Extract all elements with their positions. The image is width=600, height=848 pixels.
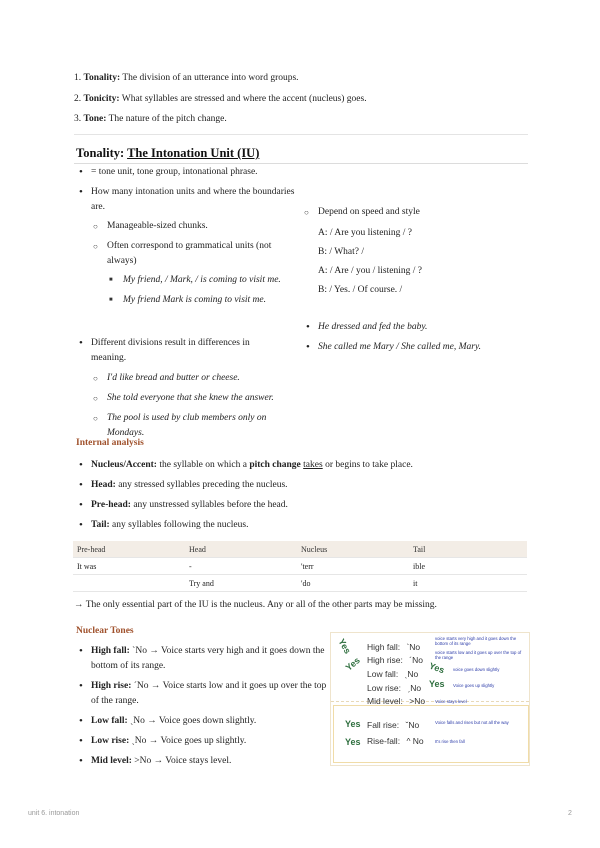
list-item: • Nucleus/Accent: the syllable on which a pitch change takes or begins to take place. [76, 458, 526, 473]
list-item: • High fall: `No → Voice starts very high and it goes down the bottom of its range. [76, 644, 328, 674]
example-list [109, 273, 301, 308]
table-header-row [73, 541, 527, 558]
example: ○ She told everyone that she knew the answer. [93, 391, 276, 406]
list-item: • Head: any stressed syllables preceding the nucleus. [76, 478, 526, 493]
tone-note: Voice goes up slightly [453, 683, 495, 688]
list-item: • How many intonation units and where the boundaries are. ○ Manageable-sized chunks. ○ Often correspond to grammatical units (not always) ■ My friend, / Mark, / is coming to visit me. ■ My friend Mark is coming to visit me. [76, 185, 301, 308]
overview-item: 2. Tonicity: What syllables are stressed and where the accent (nucleus) goes. [74, 93, 367, 104]
internal-analysis-list [76, 458, 526, 533]
tone-row: Rise-fall: ^ No [367, 736, 424, 746]
list-item: ○ Often correspond to grammatical units (not always) ■ My friend, / Mark, / is coming to visit me. ■ My friend Mark is coming to visit me. [93, 239, 301, 308]
punctuation-examples [303, 320, 528, 355]
speed-style-list [304, 205, 524, 300]
table-cell: Try and [185, 575, 297, 592]
table-cell: 'terr [297, 558, 409, 575]
list-item: • Different divisions result in differences in meaning. ○ I'd like bread and butter or cheese. ○ She told everyone that she knew the answer. ○ The pool is used by club members only on Mondays. [76, 336, 276, 441]
list-item: ○ Manageable-sized chunks. [93, 219, 301, 234]
column-header: Nucleus [297, 541, 409, 558]
yes-fall-rise: Yes [345, 719, 361, 729]
table-cell: 'do [297, 575, 409, 592]
tone-row: Low fall: ˎNo [367, 669, 419, 679]
example: ■ My friend, / Mark, / is coming to visit me. [109, 273, 301, 288]
example: • She called me Mary / She called me, Mary. [303, 340, 528, 355]
tone-row: Low rise: ˏNo [367, 683, 422, 693]
list-item: • Mid level: >No → Voice stays level. [76, 754, 328, 769]
page-number: 2 [568, 810, 572, 817]
iu-note: → The only essential part of the IU is the nucleus. Any or all of the other parts may be missing. [74, 600, 437, 610]
dialogue-line: B: / Yes. / Of course. / [318, 285, 403, 295]
sublist [93, 219, 301, 308]
divider [74, 134, 528, 135]
overview-list [74, 68, 544, 130]
nuclear-tones-heading: Nuclear Tones [76, 626, 134, 636]
yes-low-rise: Yes [429, 679, 445, 689]
list-item: • = tone unit, tone group, intonational phrase. [76, 165, 301, 180]
dialogue-line: A: / Are you listening / ? [318, 228, 412, 238]
nuclear-tones-illustration [330, 632, 530, 766]
column-header: Head [185, 541, 297, 558]
column-header: Tail [409, 541, 527, 558]
example: • He dressed and fed the baby. [303, 320, 528, 335]
example: ○ I'd like bread and butter or cheese. [93, 371, 276, 386]
tone-group-complex [333, 705, 529, 763]
tone-row: High rise: ´No [367, 655, 423, 665]
yes-high-fall: Yes [336, 637, 353, 656]
list-item: • Low rise: ˏNo → Voice goes up slightly. [76, 734, 328, 749]
yes-low-fall: Yes [427, 660, 446, 676]
dialogue-line: B: / What? / [318, 247, 364, 257]
tone-note: Voice falls and rises but not all the way [435, 720, 509, 725]
table-cell [73, 575, 185, 592]
dialogue-example [318, 224, 524, 300]
tone-note: voice goes down slightly [453, 667, 500, 672]
column-header: Pre-head [73, 541, 185, 558]
list-item: • Low fall: ˎNo → Voice goes down slightly. [76, 714, 328, 729]
table-row [73, 575, 527, 592]
table-cell: It was [73, 558, 185, 575]
tone-note: voice starts low and it goes up over the top of the range [435, 650, 522, 660]
list-item: • Pre-head: any unstressed syllables before the head. [76, 498, 526, 513]
divider [74, 163, 528, 164]
nuclear-tones-list [76, 644, 328, 769]
example: ○ The pool is used by club members only on Mondays. [93, 411, 276, 441]
list-item: • High rise: ´No → Voice starts low and it goes up over the top of the range. [76, 679, 328, 709]
yes-rise-fall: Yes [345, 737, 361, 747]
tone-row: Mid level: >No [367, 696, 426, 706]
section-heading: Tonality: The Intonation Unit (IU) [76, 146, 260, 160]
tone-note: voice starts very high and it goes down the bottom of its range [435, 636, 517, 646]
overview-item: 3. Tone: The nature of the pitch change. [74, 114, 227, 124]
tone-row: High fall: `No [367, 642, 421, 652]
list-item: ○ Depend on speed and style A: / Are you listening / ? B: / What? / A: / Are / you / listening / ? B: / Yes. / Of course. / [304, 205, 524, 300]
tonality-list [76, 165, 301, 308]
tone-note: It's rise then fall [435, 739, 465, 744]
overview-item: 1. Tonality: The division of an utterance into word groups. [74, 73, 299, 83]
table-cell: it [409, 575, 527, 592]
footer-title: unit 6. intonation [28, 810, 80, 817]
yes-high-rise: Yes [343, 655, 362, 673]
iu-structure-table [73, 541, 527, 592]
table-cell: - [185, 558, 297, 575]
table-row [73, 558, 527, 575]
tone-note: Voice stays level [435, 699, 467, 704]
tone-row: Fall rise: ˇNo [367, 720, 420, 730]
meaning-list [76, 336, 276, 441]
list-item: • Tail: any syllables following the nucleus. [76, 518, 526, 533]
table-cell: ible [409, 558, 527, 575]
example: ■ My friend Mark is coming to visit me. [109, 293, 301, 308]
dialogue-line: A: / Are / you / listening / ? [318, 266, 422, 276]
internal-analysis-heading: Internal analysis [76, 438, 144, 448]
example-list [93, 371, 276, 441]
